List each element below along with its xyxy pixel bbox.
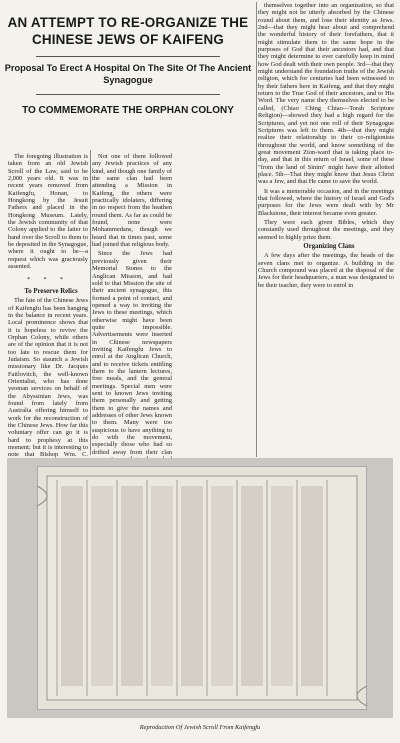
subhead-preserve-relics: To Preserve Relics <box>24 287 78 295</box>
column-3 <box>258 2 394 470</box>
body-paragraph: They were each given Bibles, which they constantly used throughout the meetings, and they seemed to highly prize them. <box>258 218 394 241</box>
subheadline: Proposal To Erect A Hospital On The Site Of The Ancient Synagogue <box>4 63 252 85</box>
header-rule <box>36 56 220 57</box>
body-paragraph: It was a memorable occasion, and in the meetings that followed, where the history of Israel and God's purposes for the Jews were dealt with by Mr Blackstone, their interest became even greater. <box>258 187 394 217</box>
body-paragraph: Since the Jews had previously given their Memorial Stones to the Anglican Mission, and had sold to that Mission the site of their ancient synagogue, this formed a point of contact, and opened a way to inviting the Jews to these meetings, which otherwise might have been quite impossible. Advertisements were inserted in Chinese newspapers inviting Kaifengfu Jews to enrol at the Anglican Church, and to receive tickets entitling them to the lantern lectures, free meals, and the general meetings. Special men were sent to known Jews inviting them personally and getting them to give the names and addresses of other Jews known to them. Many were too suspicious to have anything to do with the movement, especially those who had so drifted away from their clan <box>92 250 172 456</box>
header-rule-2 <box>36 94 220 95</box>
scroll-photograph <box>7 458 393 718</box>
section-headline: TO COMMEMORATE THE ORPHAN COLONY <box>22 105 234 116</box>
section-stars: * * * <box>27 276 69 283</box>
column-2 <box>92 153 172 455</box>
subhead-organizing-clans: Organizing Clans <box>303 243 355 250</box>
body-paragraph: The fate of the Chinese Jews of Kaifengfu has been hanging in the balance in recent years. Local prominence shows that it is hopeless to revive the Orphan Colony, while others are of the opinion that it is not too late to rescue them for Judaism. So staunch a Jewish missionary like Dr. Jacques Faitlovitch, the well-known Orientalist, who has done yeoman services on behalf of the Abyssinian Jews, was found from lately from Australia offering himself to work for the reconstruction of the Chinese Jews. How far this voluntary offer can go it is hard to prophesy at this moment; but it is interesting to note that Bishop Wm. C. <box>8 297 88 459</box>
body-paragraph: Not one of them followed any Jewish practices of any kind, and though one family of the same clan had been attending a Mission in Kaifeng, the others were practically idolaters, differing in no respect from the heathen round them. As far as could be found, none were Mohammedans, though we heard that in times past, some had joined that religious body. <box>92 153 172 249</box>
scroll-image <box>37 466 367 710</box>
photo-caption: Reproduction Of Jewish Scroll From Kaifengfu <box>139 724 261 731</box>
headline: AN ATTEMPT TO RE-ORGANIZE THE CHINESE JEWS OF KAIFENG <box>7 15 249 47</box>
column-divider <box>256 2 257 457</box>
column-divider <box>90 150 91 455</box>
article-header <box>0 0 256 117</box>
body-paragraph: A few days after the meetings, the heads of the seven clans met to organize. A building in the Church compound was placed at the disposal of the Jews for their headquarters, a man was designated to be their teacher, they were to enrol in <box>258 252 394 289</box>
intro-paragraph: The foregoing illustration is taken from an old Jewish Scroll of the Law, said to be 2,000 years old. It was in recent years removed from Kaifengfu, Honan, to Hongkong by the Jesuit Fathers and placed in the Hongkong Museum. Lately, the Jewish community of that Colony applied to the latter to hand over the Scroll to them to be deposited in the Synagogue, where it ought to be—a request which was graciously assented. <box>8 153 88 271</box>
scroll-texture <box>37 466 367 710</box>
column-1 <box>8 153 88 459</box>
body-paragraph: themselves together into an organization, so that they might not be utterly absorbed by the Chinese round about them, and lose their identity as Jews. 2nd—that they might hear about and comprehend the wonderful history of their forefathers, that it might stimulate them to the same hope in the purposes of God that their ancestors had, and that they might determine to ever carefully keep in mind how God dealt with their own people. 3rd—that they might understand the foundation truths of the Jewish religion, which for centuries had been witnessed to by their fathers here in Kaifeng, and that they might return to the True God of their ancestors, and to His Word. The very name they themselves elected to be called, (Chiao Ching Chiao—Torah Scripture Religion)—showed they had a high regard for the Scriptures, and yet not one roll of their Synagogue Scriptures was left to them. 4th—that they might realize their relationship to their co-religionists throughout the world, and know something of the great movement Zion-ward that is taking place to-day, and that in this return of Israel, some of these "from the land of Sinim" might have their allotted place. 5th—That they might know that Jesus Christ was a Jew, and that He came to save the world. <box>258 2 394 186</box>
